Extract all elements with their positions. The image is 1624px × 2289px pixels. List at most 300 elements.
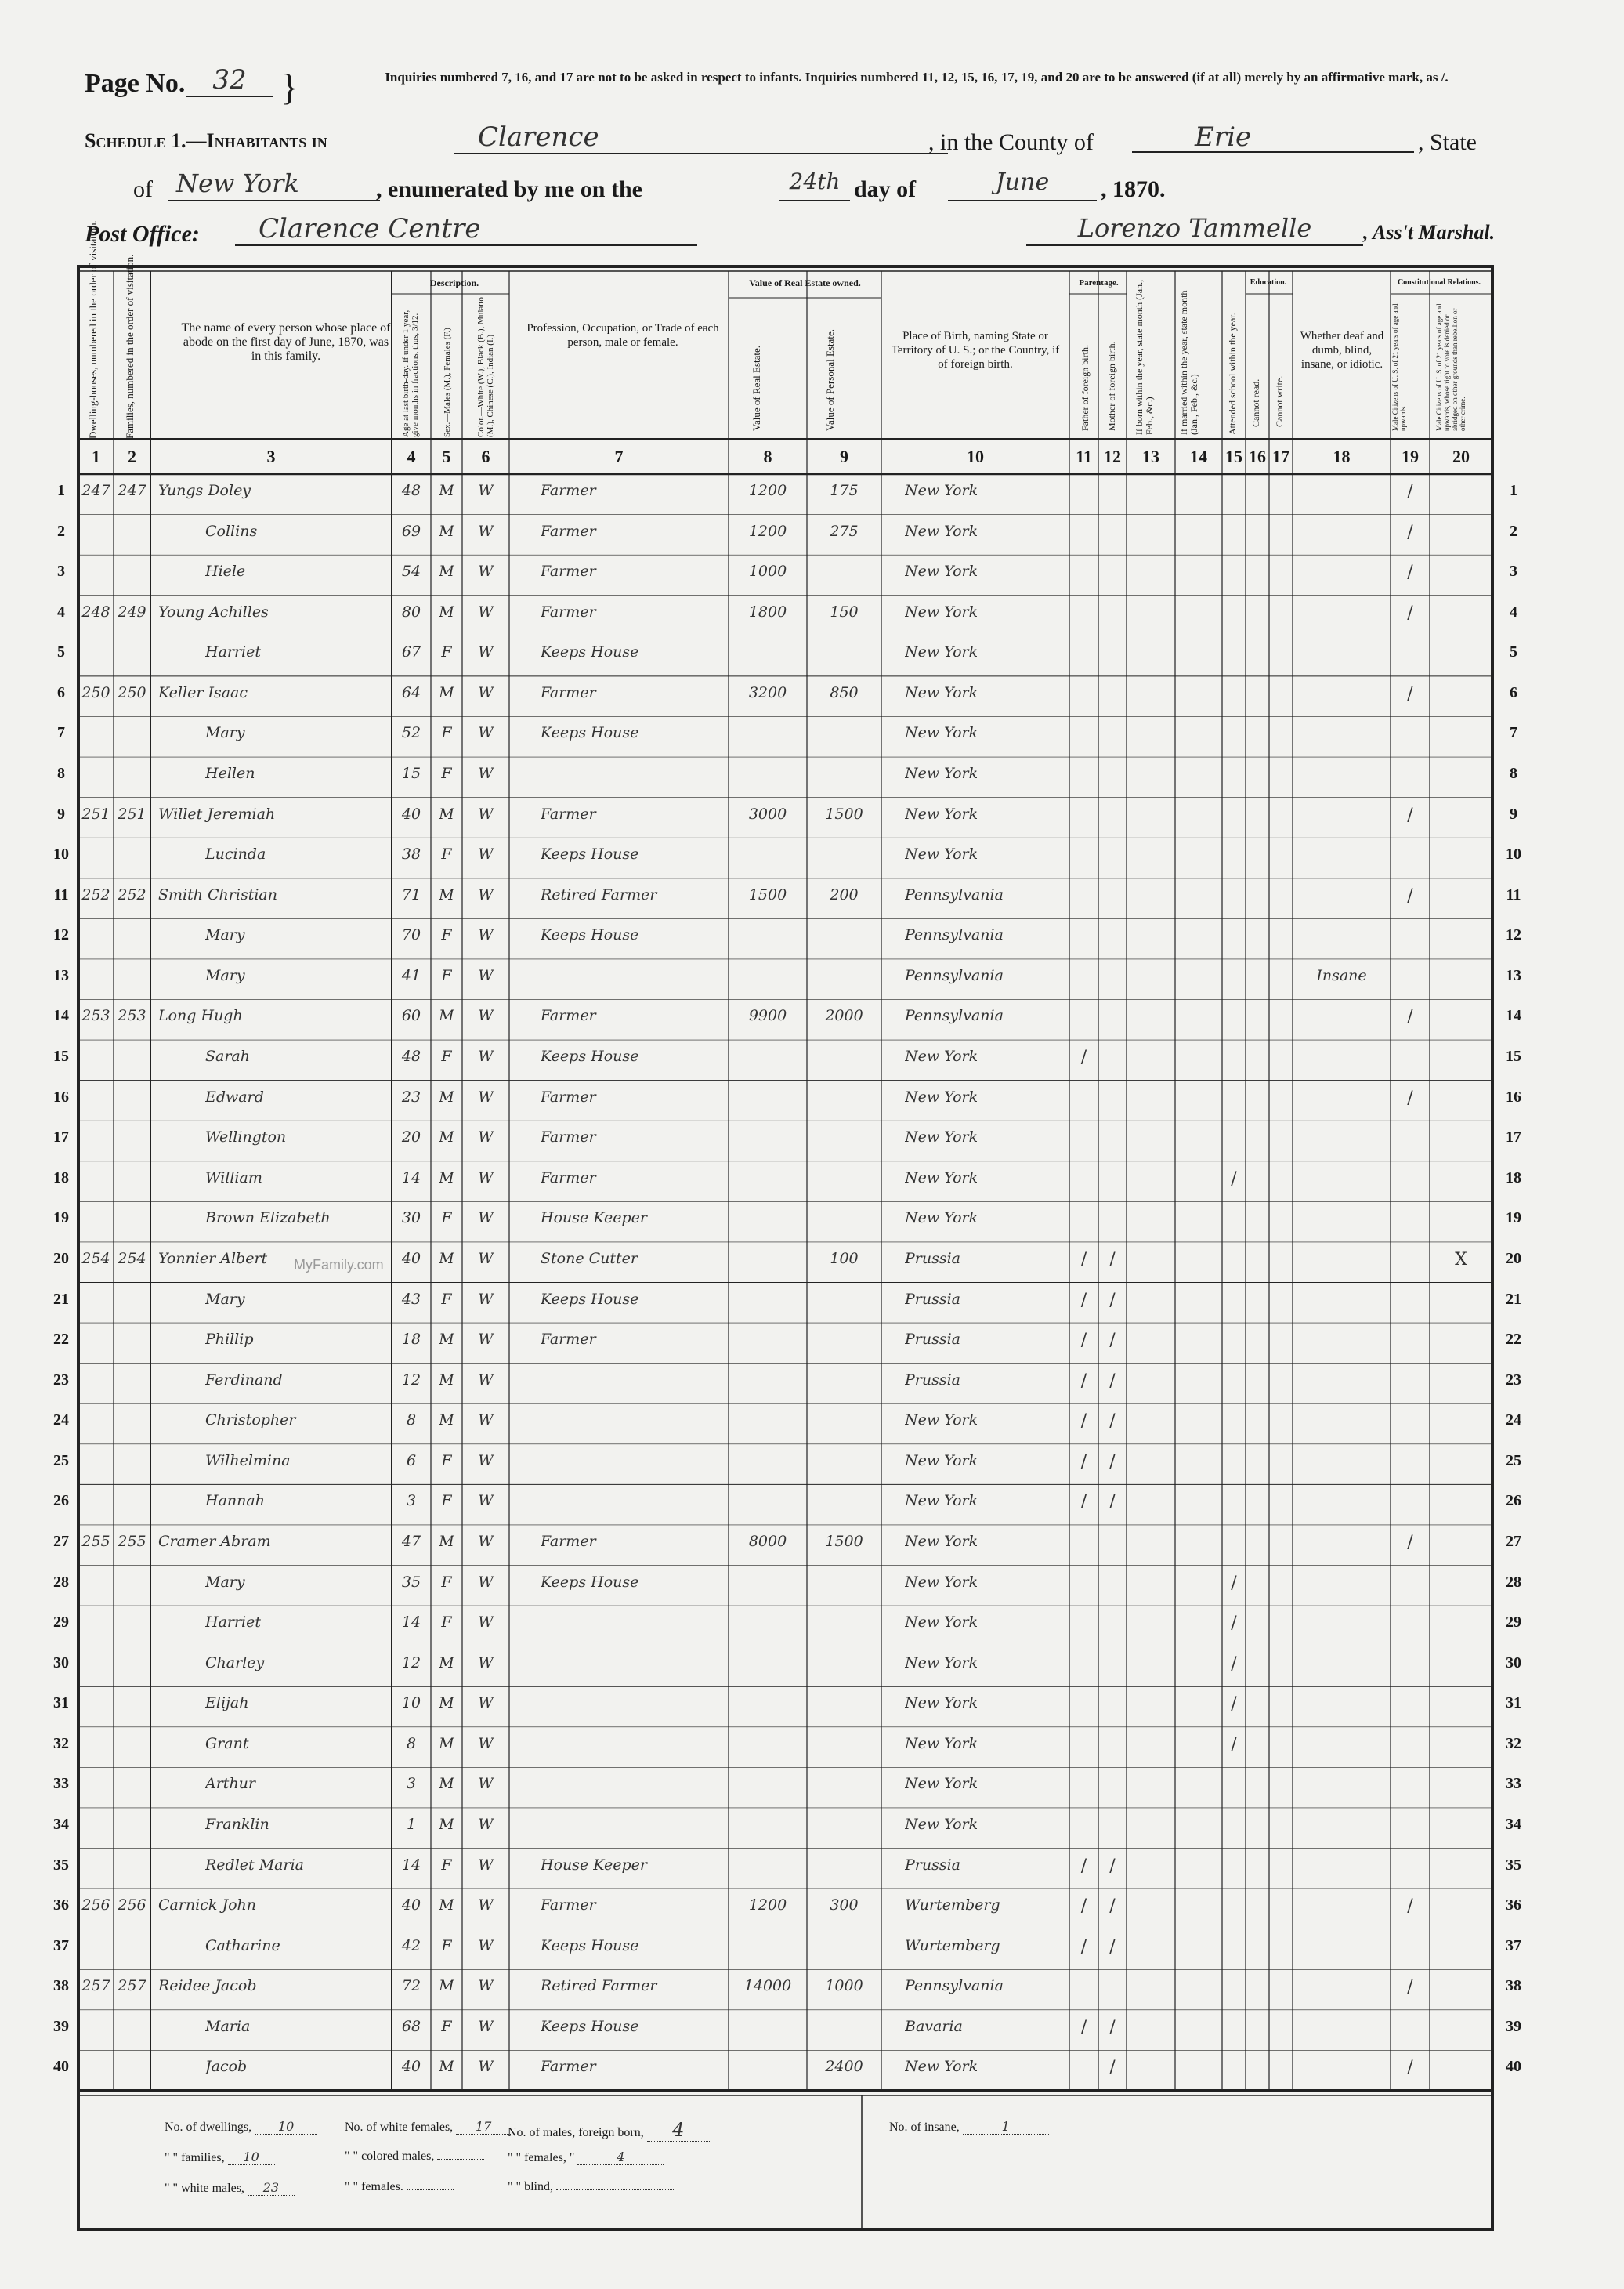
row-number-right: 4 — [1510, 603, 1517, 621]
occupation: Keeps House — [541, 643, 639, 661]
occupation: Keeps House — [541, 2017, 639, 2035]
school-mark: / — [1231, 1694, 1237, 1715]
row-number-right: 5 — [1510, 643, 1517, 661]
row-number-left: 30 — [53, 1653, 69, 1671]
sex: M — [439, 1977, 454, 1995]
person-name: Wilhelmina — [205, 1451, 291, 1469]
school-mark: / — [1231, 1573, 1237, 1593]
place-of-birth: New York — [905, 1532, 978, 1550]
row-number-left: 13 — [53, 966, 69, 984]
color: W — [478, 683, 494, 701]
real-estate-value: 14000 — [743, 1977, 792, 1995]
row-number-right: 32 — [1506, 1734, 1521, 1752]
school-mark: / — [1231, 1168, 1237, 1189]
personal-estate-value: 175 — [830, 482, 859, 499]
father-foreign-mark: / — [1080, 1856, 1087, 1876]
family-number: 250 — [118, 683, 146, 701]
place-of-birth: Wurtemberg — [905, 1936, 1000, 1954]
sex: M — [439, 1168, 454, 1186]
col14-header: If married within the year, state month (Jan., Feb., &c.) — [1178, 290, 1199, 435]
row-number-left: 3 — [57, 563, 65, 581]
sex: M — [439, 2058, 454, 2076]
row-number-left: 16 — [53, 1088, 69, 1106]
row-number-left: 7 — [57, 724, 65, 742]
color: W — [478, 1007, 494, 1025]
sex: F — [441, 1573, 452, 1591]
row-number-left: 38 — [53, 1977, 69, 1995]
row-number-left: 1 — [57, 482, 65, 499]
row-number-right: 19 — [1506, 1209, 1521, 1227]
col1-header: Dwelling-houses, numbered in the order of visitation. — [87, 220, 99, 439]
place-of-birth: New York — [905, 1209, 978, 1227]
row-number-right: 37 — [1506, 1936, 1521, 1954]
citizen-mark: / — [1407, 1896, 1413, 1917]
age: 12 — [401, 1653, 421, 1671]
sex: M — [439, 603, 454, 621]
personal-estate-value: 100 — [830, 1249, 859, 1267]
dwelling-number: 257 — [81, 1977, 110, 1995]
color: W — [478, 1734, 494, 1752]
place-of-birth: New York — [905, 805, 978, 823]
footer-blind-value — [556, 2189, 674, 2190]
footer-blind — [508, 2180, 674, 2194]
row-number-left: 32 — [53, 1734, 69, 1752]
sex: F — [441, 926, 452, 944]
place-of-birth: Prussia — [905, 1331, 961, 1349]
row-number-left: 8 — [57, 765, 65, 783]
color: W — [478, 846, 494, 864]
mother-foreign-mark: / — [1109, 1331, 1116, 1351]
family-number: 251 — [118, 805, 146, 823]
person-name: Smith Christian — [158, 886, 277, 904]
dwelling-number: 255 — [81, 1532, 110, 1550]
occupation: Farmer — [541, 1088, 596, 1106]
person-name: Redlet Maria — [205, 1856, 304, 1874]
column-number: 13 — [1142, 447, 1159, 466]
age: 70 — [401, 926, 421, 944]
age: 1 — [406, 1815, 417, 1833]
enumeration-month: June — [948, 168, 1097, 201]
citizen-mark: / — [1407, 563, 1413, 583]
father-foreign-mark: / — [1080, 2017, 1087, 2037]
row-number-left: 33 — [53, 1775, 69, 1793]
age: 40 — [401, 805, 421, 823]
person-name: Keller Isaac — [158, 683, 248, 701]
occupation: Farmer — [541, 482, 596, 499]
occupation: Keeps House — [541, 724, 639, 742]
footer-dwellings — [165, 2119, 317, 2135]
column-number: 12 — [1104, 447, 1121, 466]
col18-header: Whether deaf and dumb, blind, insane, or idiotic. — [1300, 330, 1384, 371]
place-of-birth: Pennsylvania — [905, 966, 1004, 984]
row-number-left: 21 — [53, 1290, 69, 1308]
father-foreign-mark: / — [1080, 1896, 1087, 1917]
col16-header: Cannot read. — [1250, 378, 1261, 427]
footer-white-females-value: 17 — [456, 2119, 511, 2135]
row-number-right: 13 — [1506, 966, 1521, 984]
age: 18 — [401, 1331, 421, 1349]
occupation: Farmer — [541, 1007, 596, 1025]
place-of-birth: New York — [905, 1573, 978, 1591]
mother-foreign-mark: / — [1109, 2017, 1116, 2037]
age: 40 — [401, 1896, 421, 1914]
color: W — [478, 2017, 494, 2035]
color: W — [478, 1371, 494, 1389]
color: W — [478, 1411, 494, 1429]
sex: M — [439, 1694, 454, 1712]
person-name: Harriet — [205, 643, 262, 661]
sex: F — [441, 966, 452, 984]
age: 69 — [401, 522, 421, 540]
sex: M — [439, 1249, 454, 1267]
mother-foreign-mark: / — [1109, 1856, 1116, 1876]
color: W — [478, 1492, 494, 1510]
place-of-birth: New York — [905, 765, 978, 783]
row-number-left: 18 — [53, 1168, 69, 1186]
county-label: , in the County of — [928, 129, 1094, 155]
column-number: 7 — [614, 447, 624, 466]
year-label: , 1870. — [1101, 176, 1166, 202]
citizen-mark: / — [1407, 886, 1413, 906]
row-number-right: 16 — [1506, 1088, 1521, 1106]
place-of-birth: Prussia — [905, 1856, 961, 1874]
color: W — [478, 1694, 494, 1712]
footer-insane — [889, 2119, 1049, 2135]
person-name: Maria — [205, 2017, 251, 2035]
person-name: Yungs Doley — [158, 482, 251, 499]
person-name: Mary — [205, 966, 245, 984]
color: W — [478, 1856, 494, 1874]
occupation: House Keeper — [541, 1856, 647, 1874]
citizen-mark: / — [1407, 805, 1413, 825]
township-name: Clarence — [454, 121, 948, 154]
column-number: 3 — [266, 447, 276, 466]
state-label: , State — [1418, 129, 1477, 155]
row-number-right: 15 — [1506, 1048, 1521, 1066]
occupation: Farmer — [541, 683, 596, 701]
dwelling-number: 247 — [81, 482, 110, 499]
row-number-right: 29 — [1506, 1614, 1521, 1632]
footer-males-foreign-value: 4 — [647, 2119, 710, 2142]
col17-header: Cannot write. — [1274, 375, 1285, 427]
place-of-birth: Prussia — [905, 1290, 961, 1308]
sex: M — [439, 1653, 454, 1671]
sex: F — [441, 1209, 452, 1227]
color: W — [478, 1936, 494, 1954]
occupation: Retired Farmer — [541, 1977, 657, 1995]
row-number-right: 21 — [1506, 1290, 1521, 1308]
citizen-mark: / — [1407, 1977, 1413, 1997]
person-name: Mary — [205, 724, 245, 742]
mother-foreign-mark: / — [1109, 2058, 1116, 2078]
father-foreign-mark: / — [1080, 1048, 1087, 1068]
place-of-birth: New York — [905, 2058, 978, 2076]
col12-header: Mother of foreign birth. — [1106, 341, 1117, 431]
person-name: Christopher — [205, 1411, 296, 1429]
row-number-left: 2 — [57, 522, 65, 540]
age: 80 — [401, 603, 421, 621]
color: W — [478, 1451, 494, 1469]
column-number: 1 — [92, 447, 100, 466]
mother-foreign-mark: / — [1109, 1290, 1116, 1310]
place-of-birth: New York — [905, 724, 978, 742]
row-number-left: 27 — [53, 1532, 69, 1550]
place-of-birth: New York — [905, 1653, 978, 1671]
row-number-left: 36 — [53, 1896, 69, 1914]
footer-colored-males-label: " " colored males, — [345, 2150, 435, 2163]
personal-estate-value: 850 — [830, 683, 859, 701]
row-number-right: 30 — [1506, 1653, 1521, 1671]
sex: M — [439, 1007, 454, 1025]
age: 30 — [401, 1209, 421, 1227]
personal-estate-value: 1500 — [825, 805, 863, 823]
place-of-birth: Prussia — [905, 1371, 961, 1389]
footer-dwellings-value: 10 — [255, 2119, 317, 2135]
age: 48 — [401, 1048, 421, 1066]
sex: M — [439, 1128, 454, 1146]
sex: M — [439, 683, 454, 701]
occupation: Retired Farmer — [541, 886, 657, 904]
real-estate-value: 8000 — [748, 1532, 787, 1550]
footer-dwellings-label: No. of dwellings, — [165, 2121, 252, 2134]
occupation: Keeps House — [541, 926, 639, 944]
row-number-right: 31 — [1506, 1694, 1521, 1712]
sex: F — [441, 724, 452, 742]
place-of-birth: New York — [905, 522, 978, 540]
row-number-left: 34 — [53, 1815, 69, 1833]
father-foreign-mark: / — [1080, 1936, 1087, 1957]
age: 6 — [406, 1451, 417, 1469]
column-number: 17 — [1272, 447, 1289, 466]
mother-foreign-mark: / — [1109, 1411, 1116, 1432]
col13-header: If born within the year, state month (Jan., Feb., &c.) — [1134, 279, 1155, 435]
row-number-left: 17 — [53, 1128, 69, 1146]
instructions-notice: Inquiries numbered 7, 16, and 17 are not to be asked in respect to infants. Inquiries numbered 11, 12, 15, 16, 17, 19, and 20 are to be answered (if at all) merely by an affirmative mark, as /. — [385, 70, 1449, 85]
person-name: Phillip — [205, 1331, 254, 1349]
col20-header: Male Citizens of U. S. of 21 years of age and upwards, whose right to vote is denied or abridged on other grounds than rebellion or other crime. — [1435, 303, 1467, 431]
row-number-right: 27 — [1506, 1532, 1521, 1550]
footer-families-value: 10 — [228, 2150, 275, 2165]
age: 15 — [401, 765, 421, 783]
row-number-right: 22 — [1506, 1331, 1521, 1349]
row-number-right: 2 — [1510, 522, 1517, 540]
row-number-right: 36 — [1506, 1896, 1521, 1914]
family-number: 257 — [118, 1977, 146, 1995]
real-estate-value: 1000 — [748, 563, 787, 581]
sex: F — [441, 1290, 452, 1308]
row-number-left: 23 — [53, 1371, 69, 1389]
citizen-mark: / — [1407, 1532, 1413, 1552]
citizen-mark: / — [1407, 603, 1413, 623]
personal-estate-value: 1500 — [825, 1532, 863, 1550]
color: W — [478, 1048, 494, 1066]
row-number-left: 24 — [53, 1411, 69, 1429]
footer-insane-value: 1 — [963, 2119, 1049, 2135]
voting-denied-mark: X — [1455, 1249, 1467, 1269]
age: 23 — [401, 1088, 421, 1106]
age: 12 — [401, 1371, 421, 1389]
place-of-birth: Bavaria — [905, 2017, 963, 2035]
citizen-mark: / — [1407, 482, 1413, 502]
family-number: 253 — [118, 1007, 146, 1025]
age: 14 — [401, 1614, 421, 1632]
real-estate-value: 9900 — [748, 1007, 787, 1025]
sex: F — [441, 765, 452, 783]
infirmity: Insane — [1316, 966, 1367, 984]
row-number-right: 6 — [1510, 683, 1517, 701]
person-name: Cramer Abram — [158, 1532, 271, 1550]
age: 48 — [401, 482, 421, 499]
place-of-birth: New York — [905, 1775, 978, 1793]
occupation: Stone Cutter — [541, 1249, 638, 1267]
age: 41 — [401, 966, 421, 984]
occupation: Farmer — [541, 1168, 596, 1186]
person-name: Franklin — [205, 1815, 269, 1833]
color: W — [478, 1653, 494, 1671]
footer-colored-males-value — [437, 2159, 484, 2160]
age: 8 — [406, 1734, 417, 1752]
watermark: MyFamily.com — [294, 1257, 384, 1273]
row-number-left: 39 — [53, 2017, 69, 2035]
footer-blind-label: " " blind, — [508, 2180, 553, 2193]
sex: M — [439, 563, 454, 581]
place-of-birth: New York — [905, 563, 978, 581]
sex: F — [441, 1048, 452, 1066]
column-number: 15 — [1225, 447, 1242, 466]
schedule-label: Schedule 1.—Inhabitants in — [85, 129, 327, 152]
occupation: Keeps House — [541, 1290, 639, 1308]
age: 64 — [401, 683, 421, 701]
person-name: Hellen — [205, 765, 255, 783]
age: 38 — [401, 846, 421, 864]
age: 71 — [401, 886, 421, 904]
sex: M — [439, 1775, 454, 1793]
age: 3 — [406, 1492, 417, 1510]
father-foreign-mark: / — [1080, 1249, 1087, 1269]
sex: M — [439, 1896, 454, 1914]
father-foreign-mark: / — [1080, 1331, 1087, 1351]
row-number-left: 40 — [53, 2058, 69, 2076]
row-number-right: 24 — [1506, 1411, 1521, 1429]
place-of-birth: New York — [905, 683, 978, 701]
dwelling-number: 248 — [81, 603, 110, 621]
row-number-left: 6 — [57, 683, 65, 701]
sex: F — [441, 1936, 452, 1954]
age: 54 — [401, 563, 421, 581]
real-estate-value: 3000 — [748, 805, 787, 823]
page-number: 32 — [186, 64, 273, 97]
color: W — [478, 1614, 494, 1632]
place-of-birth: New York — [905, 846, 978, 864]
occupation: Keeps House — [541, 1048, 639, 1066]
age: 47 — [401, 1532, 421, 1550]
place-of-birth: Pennsylvania — [905, 1977, 1004, 1995]
column-number: 14 — [1190, 447, 1207, 466]
col11-header: Father of foreign birth. — [1080, 345, 1091, 431]
row-number-right: 9 — [1510, 805, 1517, 823]
row-number-left: 26 — [53, 1492, 69, 1510]
row-number-left: 22 — [53, 1331, 69, 1349]
footer-males-foreign — [508, 2119, 710, 2142]
color: W — [478, 1168, 494, 1186]
person-name: Wellington — [205, 1128, 287, 1146]
family-number: 247 — [118, 482, 146, 499]
real-estate-value: 3200 — [748, 683, 787, 701]
row-number-right: 11 — [1506, 886, 1521, 904]
age: 10 — [401, 1694, 421, 1712]
occupation: Farmer — [541, 563, 596, 581]
row-number-left: 4 — [57, 603, 65, 621]
person-name: Hiele — [205, 563, 246, 581]
father-foreign-mark: / — [1080, 1371, 1087, 1391]
row-number-right: 3 — [1510, 563, 1517, 581]
color: W — [478, 1331, 494, 1349]
person-name: Jacob — [205, 2058, 248, 2076]
post-office-name: Clarence Centre — [235, 213, 697, 246]
occupation: Keeps House — [541, 1936, 639, 1954]
footer-colored-males — [345, 2150, 484, 2164]
footer-females-foreign — [508, 2150, 664, 2165]
color: W — [478, 1290, 494, 1308]
row-number-right: 12 — [1506, 926, 1521, 944]
color: W — [478, 765, 494, 783]
person-name: Long Hugh — [158, 1007, 243, 1025]
sex: M — [439, 805, 454, 823]
occupation: House Keeper — [541, 1209, 647, 1227]
dwelling-number: 251 — [81, 805, 110, 823]
footer-colored-females-label: " " females. — [345, 2180, 403, 2193]
dwelling-number: 254 — [81, 1249, 110, 1267]
personal-estate-value: 150 — [830, 603, 859, 621]
color: W — [478, 805, 494, 823]
place-of-birth: Wurtemberg — [905, 1896, 1000, 1914]
sex: M — [439, 1734, 454, 1752]
place-of-birth: New York — [905, 1411, 978, 1429]
col8-header: Value of Real Estate. — [751, 345, 762, 431]
person-name: Harriet — [205, 1614, 262, 1632]
place-of-birth: New York — [905, 1168, 978, 1186]
color: W — [478, 643, 494, 661]
brace-icon: } — [280, 67, 299, 108]
post-office-label: Post Office: — [85, 221, 200, 247]
dwelling-number: 256 — [81, 1896, 110, 1914]
place-of-birth: New York — [905, 603, 978, 621]
real-estate-value: 1800 — [748, 603, 787, 621]
row-number-right: 26 — [1506, 1492, 1521, 1510]
sex: F — [441, 1451, 452, 1469]
age: 14 — [401, 1168, 421, 1186]
footer-females-foreign-label: " " females, " — [508, 2151, 575, 2164]
place-of-birth: Pennsylvania — [905, 926, 1004, 944]
page-number-label: Page No. — [85, 69, 186, 98]
place-of-birth: Pennsylvania — [905, 886, 1004, 904]
sex: F — [441, 2017, 452, 2035]
person-name: Sarah — [205, 1048, 250, 1066]
real-estate-value: 1200 — [748, 482, 787, 499]
day-of-label: day of — [854, 176, 917, 202]
of-label: of — [133, 176, 153, 202]
occupation: Farmer — [541, 1896, 596, 1914]
occupation: Farmer — [541, 1331, 596, 1349]
row-number-left: 20 — [53, 1249, 69, 1267]
row-number-right: 38 — [1506, 1977, 1521, 1995]
citizen-mark: / — [1407, 522, 1413, 542]
place-of-birth: New York — [905, 1088, 978, 1106]
col19-header: Male Citizens of U. S. of 21 years of age and upwards. — [1391, 303, 1407, 431]
value-group-header: Value of Real Estate owned. — [749, 277, 861, 288]
occupation: Farmer — [541, 1532, 596, 1550]
dwelling-number: 250 — [81, 683, 110, 701]
